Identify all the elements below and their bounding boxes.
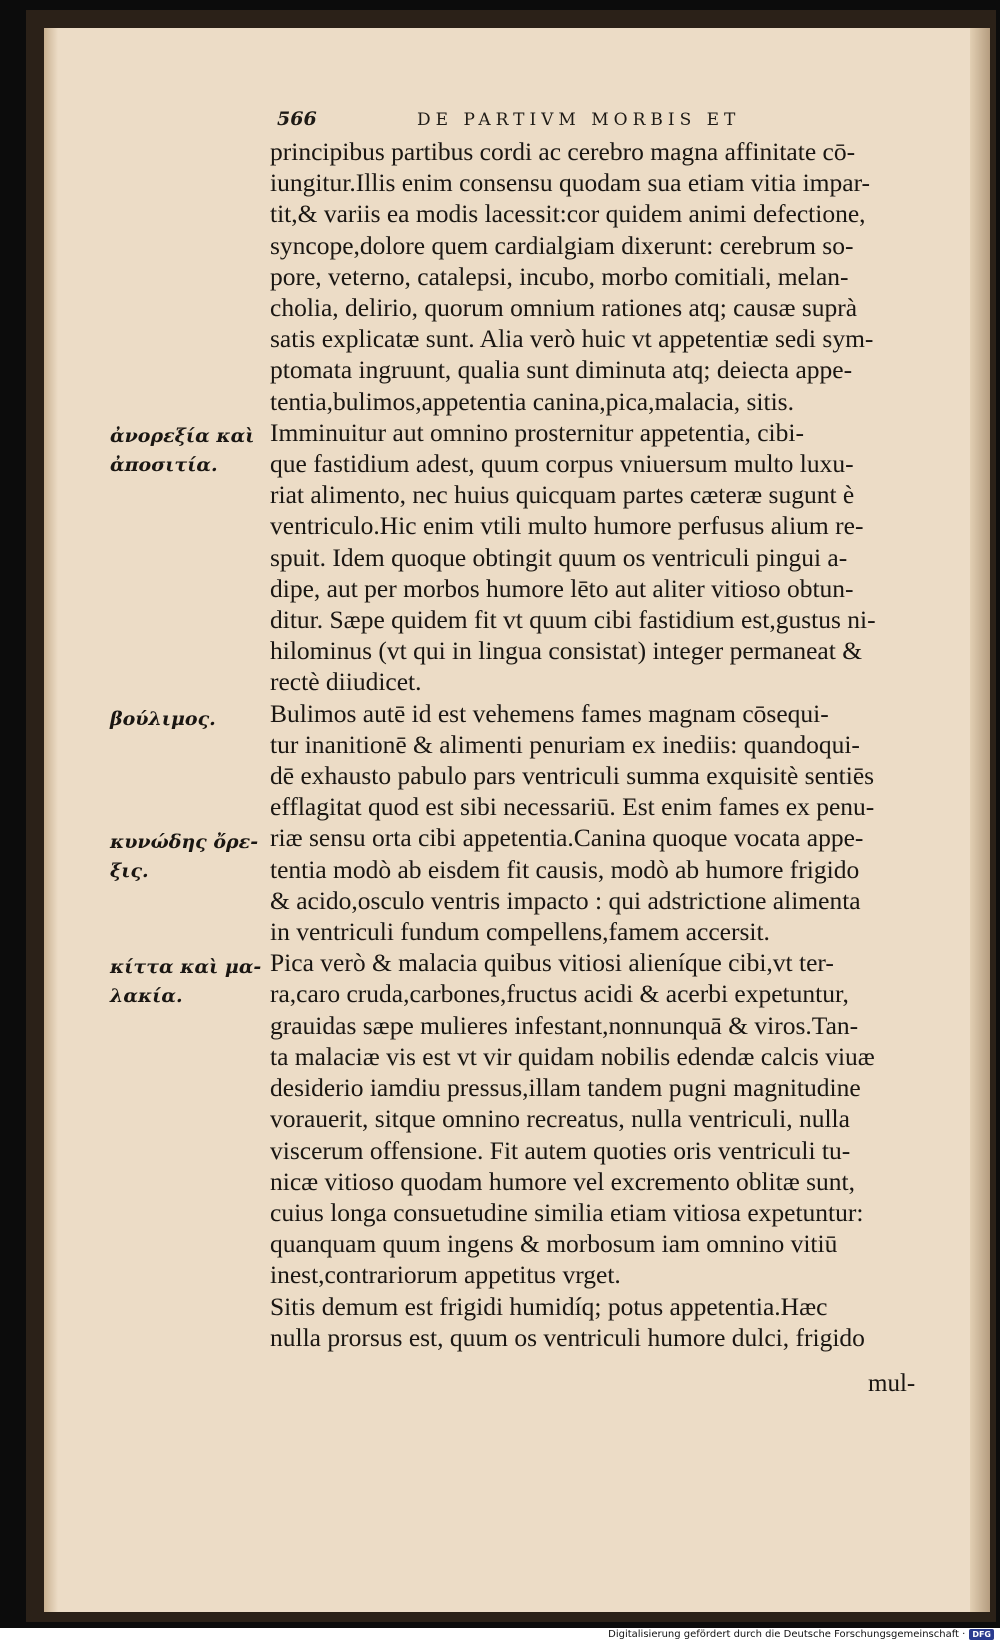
catchword: mul- bbox=[868, 1370, 916, 1397]
text-line: desiderio iamdiu pressus,illam tandem pugni magnitudine bbox=[270, 1073, 861, 1103]
text-line: Bulimos autē id est vehemens fames magnam cōsequi- bbox=[270, 698, 829, 728]
text-line: tit,& variis ea modis lacessit:cor quidem animi defectione, bbox=[270, 199, 866, 229]
text-line: spuit. Idem quoque obtingit quum os ventriculi pingui a- bbox=[270, 542, 848, 572]
text-line: Imminuitur aut omnino prosternitur appetentia, cibi- bbox=[270, 417, 804, 447]
text-line: hilominus (vt qui in lingua consistat) integer permaneat & bbox=[270, 636, 863, 666]
text-line: cholia, delirio, quorum omnium rationes atq; causæ suprà bbox=[270, 293, 858, 323]
text-line: in ventriculi fundum compellens,famem accersit. bbox=[270, 917, 770, 947]
page-gutter bbox=[970, 28, 990, 1612]
margin-note-line: κίττα καὶ μα- bbox=[110, 956, 262, 978]
text-line: nicæ vitioso quodam humore vel excremento oblitæ sunt, bbox=[270, 1166, 855, 1196]
margin-note-line: λακία. bbox=[110, 985, 183, 1007]
text-line: dē exhausto pabulo pars ventriculi summa exquisitè sentiēs bbox=[270, 761, 875, 791]
text-line: que fastidium adest, quum corpus vniuersum multo luxu- bbox=[270, 449, 854, 479]
text-line: vorauerit, sitque omnino recreatus, nulla ventriculi, nulla bbox=[270, 1104, 850, 1134]
text-line: nulla prorsus est, quum os ventriculi humore dulci, frigido bbox=[270, 1322, 865, 1352]
margin-note-kitta-malakia bbox=[110, 953, 270, 1011]
text-line: ventriculo.Hic enim vtili multo humore perfusus alium re- bbox=[270, 511, 864, 541]
text-line: pore, veterno, catalepsi, incubo, morbo comitiali, melan- bbox=[270, 261, 849, 291]
text-line: & acido,osculo ventris impacto : qui adstrictione alimenta bbox=[270, 885, 861, 915]
text-line: riæ sensu orta cibi appetentia.Canina quoque vocata appe- bbox=[270, 823, 864, 853]
margin-note-line: κυνώδης ὄρε- bbox=[110, 831, 259, 853]
margin-note-anorexia bbox=[110, 422, 270, 480]
text-line: syncope,dolore quem cardialgiam dixerunt: cerebrum so- bbox=[270, 230, 854, 260]
text-line: Sitis demum est frigidi humidíq; potus appetentia.Hæc bbox=[270, 1291, 828, 1321]
digitization-credit bbox=[608, 1627, 994, 1641]
text-line: iungitur.Illis enim consensu quodam sua etiam vitia impar- bbox=[270, 168, 871, 198]
text-line: tentia modò ab eisdem fit causis, modò ab humore frigido bbox=[270, 854, 860, 884]
text-line: dipe, aut per morbos humore lēto aut aliter vitioso obtun- bbox=[270, 573, 854, 603]
margin-note-bulimos bbox=[110, 705, 270, 734]
text-line: efflagitat quod est sibi necessariū. Est enim fames ex penu- bbox=[270, 792, 875, 822]
text-line: tentia,bulimos,appetentia canina,pica,malacia, sitis. bbox=[270, 386, 794, 416]
dfg-logo: DFG bbox=[969, 1629, 994, 1640]
page-left-edge bbox=[44, 28, 58, 1612]
text-line: quanquam quum ingens & morbosum iam omnino vitiū bbox=[270, 1229, 838, 1259]
text-line: grauidas sæpe mulieres infestant,nonnunquā & viros.Tan- bbox=[270, 1010, 859, 1040]
margin-note-line: ξις. bbox=[110, 860, 149, 882]
body-text bbox=[270, 136, 930, 1353]
running-title: DE PARTIVM MORBIS ET bbox=[417, 110, 741, 130]
margin-note-line: βούλιμος. bbox=[110, 708, 216, 730]
margin-note-kynodes-orexis bbox=[110, 828, 270, 886]
text-line: viscerum offensione. Fit autem quoties oris ventriculi tu- bbox=[270, 1135, 851, 1165]
page-header bbox=[277, 108, 917, 134]
text-line: ptomata ingruunt, qualia sunt diminuta atq; deiecta appe- bbox=[270, 355, 853, 385]
text-line: Pica verò & malacia quibus vitiosi alieníque cibi,vt ter- bbox=[270, 948, 834, 978]
text-line: ra,caro cruda,carbones,fructus acidi & acerbi expetuntur, bbox=[270, 979, 849, 1009]
page-number: 566 bbox=[277, 108, 317, 130]
text-line: cuius longa consuetudine similia etiam vitiosa expetuntur: bbox=[270, 1197, 864, 1227]
text-line: tur inanitionē & alimenti penuriam ex inediis: quandoqui- bbox=[270, 729, 860, 759]
margin-note-line: ἀποσιτία. bbox=[110, 454, 218, 476]
text-line: riat alimento, nec huius quicquam partes cæteræ sugunt è bbox=[270, 480, 855, 510]
text-line: rectè diiudicet. bbox=[270, 667, 422, 697]
text-line: inest,contrariorum appetitus vrget. bbox=[270, 1260, 621, 1290]
credit-text: Digitalisierung gefördert durch die Deutsche Forschungsgemeinschaft · bbox=[608, 1628, 966, 1640]
text-line: satis explicatæ sunt. Alia verò huic vt appetentiæ sedi sym- bbox=[270, 324, 874, 354]
text-line: principibus partibus cordi ac cerebro magna affinitate cō- bbox=[270, 137, 856, 166]
text-line: ditur. Sæpe quidem fit vt quum cibi fastidium est,gustus ni- bbox=[270, 605, 876, 635]
text-line: ta malaciæ vis est vt vir quidam nobilis edendæ calcis viuæ bbox=[270, 1041, 875, 1071]
margin-note-line: ἀνορεξία καὶ bbox=[110, 425, 255, 447]
